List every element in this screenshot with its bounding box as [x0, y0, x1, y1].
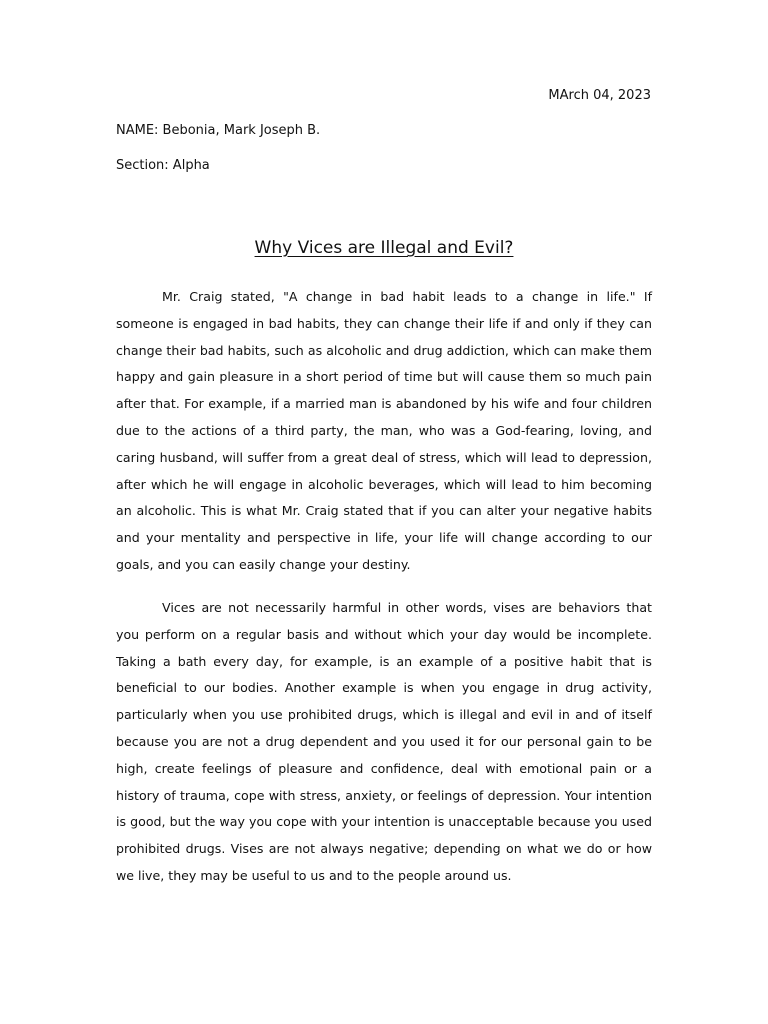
student-section: Section: Alpha [116, 158, 210, 173]
document-date: MArch 04, 2023 [548, 88, 651, 103]
student-name: NAME: Bebonia, Mark Joseph B. [116, 123, 321, 138]
essay-title: Why Vices are Illegal and Evil? [254, 238, 514, 258]
essay-paragraph: Mr. Craig stated, "A change in bad habit leads to a change in life." If someone is engaged in bad habits, they can change their life if and only if they can change their bad habits, such as alcoholic and drug addiction, which can make them happy and gain pleasure in a short period of time but will cause them so much pain after that. For example, if a married man is abandoned by his wife and four children due to the actions of a third party, the man, who was a God-fearing, loving, and caring husband, will suffer from a great deal of stress, which will lead to depression, after which he will engage in alcoholic beverages, which will lead to him becoming an alcoholic. This is what Mr. Craig stated that if you can alter your negative habits and your mentality and perspective in life, your life will change according to our goals, and you can easily change your destiny. [116, 289, 652, 572]
essay-paragraph: Vices are not necessarily harmful in other words, vises are behaviors that you perform on a regular basis and without which your day would be incomplete. Taking a bath every day, for example, is an example of a positive habit that is beneficial to our bodies. Another example is when you engage in drug activity, particularly when you use prohibited drugs, which is illegal and evil in and of itself because you are not a drug dependent and you used it for our personal gain to be high, create feelings of pleasure and confidence, deal with emotional pain or a history of trauma, cope with stress, anxiety, or feelings of depression. Your intention is good, but the way you cope with your intention is unacceptable because you used prohibited drugs. Vises are not always negative; depending on what we do or how we live, they may be useful to us and to the people around us. [116, 600, 652, 883]
